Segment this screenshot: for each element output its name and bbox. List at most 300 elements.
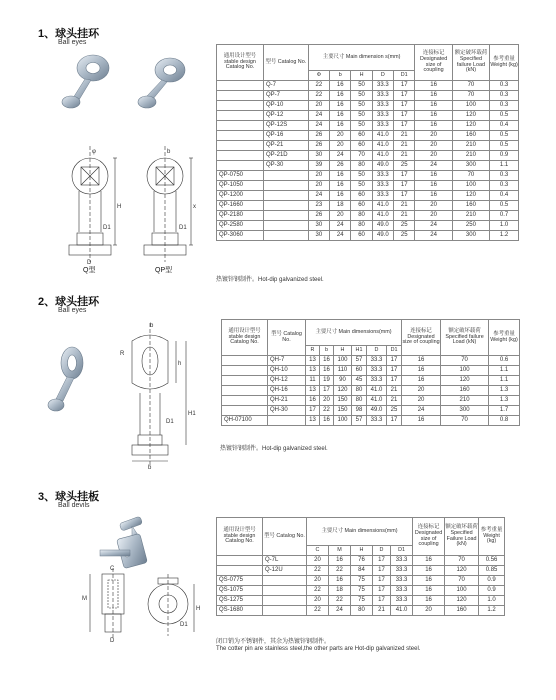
table-row xyxy=(217,586,505,596)
table-cell: 80 xyxy=(351,211,372,221)
table-cell: 1.1 xyxy=(490,161,519,171)
col-catalog-header: 型号 Catalog No. xyxy=(263,518,307,556)
table-cell: 26 xyxy=(330,161,351,171)
table-cell: 100 xyxy=(334,356,352,366)
table-cell: 1.2 xyxy=(479,606,505,616)
table-cell: 60 xyxy=(351,131,372,141)
table-cell: 16 xyxy=(330,171,351,181)
table-row xyxy=(217,91,519,101)
table-cell: QP-1200 xyxy=(217,191,264,201)
section-2-subtitle: Ball eyes xyxy=(58,307,87,314)
table-cell: 24 xyxy=(330,231,351,241)
table-cell: 120 xyxy=(445,566,479,576)
section-3-title: 3、球头挂板 xyxy=(38,491,100,503)
table-cell: 16 xyxy=(330,101,351,111)
table-cell xyxy=(217,131,264,141)
table-cell: 0.8 xyxy=(489,416,520,426)
table-cell: 57 xyxy=(352,416,367,426)
table-row xyxy=(217,141,519,151)
table-cell: 50 xyxy=(351,121,372,131)
table-cell: 16 xyxy=(329,576,351,586)
table-cell: 120 xyxy=(445,596,479,606)
table-cell xyxy=(263,201,308,211)
qp-dim-d1: D1 xyxy=(179,225,187,231)
table-row xyxy=(217,191,519,201)
table-cell: 0.3 xyxy=(490,101,519,111)
sub-header: D1 xyxy=(391,546,413,556)
table-cell: 1.3 xyxy=(489,396,520,406)
table-cell: 0.85 xyxy=(479,566,505,576)
table-cell: QP-21 xyxy=(263,141,308,151)
table-cell: 18 xyxy=(329,586,351,596)
table-row xyxy=(217,171,519,181)
table-row xyxy=(217,101,519,111)
table-cell: 17 xyxy=(394,171,415,181)
table-cell: 160 xyxy=(441,386,489,396)
table-cell: 30 xyxy=(308,221,329,231)
table-cell: QH-07100 xyxy=(222,416,268,426)
table-row xyxy=(217,596,505,606)
table-cell: 16 xyxy=(402,376,441,386)
table-cell: 30 xyxy=(308,151,329,161)
table-cell: 20 xyxy=(308,171,329,181)
table-cell: 22 xyxy=(308,81,329,91)
table-cell: 13 xyxy=(306,386,320,396)
table-cell: 120 xyxy=(452,121,489,131)
table-cell: 100 xyxy=(452,101,489,111)
table-cell: 50 xyxy=(351,101,372,111)
sub-header: C xyxy=(307,546,329,556)
table-cell: Q-7L xyxy=(263,556,307,566)
table-cell: 22 xyxy=(329,566,351,576)
table-cell: 50 xyxy=(351,91,372,101)
sub-header: D xyxy=(373,546,391,556)
table-cell: 210 xyxy=(452,151,489,161)
table-cell: 49.0 xyxy=(372,221,393,231)
table-cell xyxy=(217,151,264,161)
table-cell: QH-30 xyxy=(268,406,306,416)
col-main-dimensions-header: 主要尺寸 Main dimensions(mm) xyxy=(307,518,413,546)
sub-header: Φ xyxy=(308,71,329,81)
table-cell: 41.0 xyxy=(367,386,387,396)
table-cell: 33.3 xyxy=(367,366,387,376)
table-cell: 150 xyxy=(334,396,352,406)
table-cell: 16 xyxy=(330,191,351,201)
ball-eye-photo-right xyxy=(138,58,185,108)
table-cell: 22 xyxy=(329,596,351,606)
table-cell: 17 xyxy=(373,596,391,606)
ball-eye-figure-2 xyxy=(40,315,220,475)
table-cell: 33.3 xyxy=(372,81,393,91)
table-cell xyxy=(217,91,264,101)
table-row xyxy=(217,151,519,161)
table-cell: 16 xyxy=(413,596,445,606)
table-cell: 57 xyxy=(352,356,367,366)
table-cell: 26 xyxy=(308,131,329,141)
table-cell: 24 xyxy=(415,231,452,241)
table-cell: 33.3 xyxy=(372,101,393,111)
table-cell: 21 xyxy=(394,131,415,141)
table-cell: 100 xyxy=(441,366,489,376)
table-cell: 160 xyxy=(452,131,489,141)
qp-type-drawing xyxy=(144,146,193,262)
table-row xyxy=(222,386,520,396)
table-cell xyxy=(217,556,263,566)
ball-eye-2-photo xyxy=(48,347,83,411)
table-cell: 16 xyxy=(306,396,320,406)
table-cell: 0.7 xyxy=(490,211,519,221)
table-cell: 50 xyxy=(351,81,372,91)
table-cell: 80 xyxy=(351,161,372,171)
table-row xyxy=(217,576,505,586)
col-coupling-header: 连接标记 Designated size of coupling xyxy=(413,518,445,556)
table-cell: 20 xyxy=(330,211,351,221)
col-load-header: 额定破坏载荷 Specified Failure Load (kN) xyxy=(445,518,479,556)
table-cell: QP-12 xyxy=(263,111,308,121)
table-body xyxy=(222,356,520,426)
table-cell: 160 xyxy=(452,201,489,211)
table-cell: 17 xyxy=(387,366,402,376)
table-cell: 33.3 xyxy=(367,356,387,366)
sub-header: H xyxy=(334,346,352,356)
table-cell: 33.3 xyxy=(367,416,387,426)
q-dim-d: D xyxy=(87,260,92,266)
table-cell: 41.0 xyxy=(372,131,393,141)
table-cell: 17 xyxy=(387,356,402,366)
table-cell: 50 xyxy=(351,111,372,121)
table-cell: QH-7 xyxy=(268,356,306,366)
table-cell: 0.5 xyxy=(490,131,519,141)
table-cell: QH-10 xyxy=(268,366,306,376)
table-cell: 49.0 xyxy=(372,161,393,171)
table-cell xyxy=(263,191,308,201)
table-row xyxy=(217,606,505,616)
table-row xyxy=(217,111,519,121)
table-cell: 60 xyxy=(351,191,372,201)
table-cell: 20 xyxy=(307,556,329,566)
table-cell: 16 xyxy=(320,356,334,366)
table-row xyxy=(217,161,519,171)
table-cell: 1.7 xyxy=(489,406,520,416)
table-cell: 70 xyxy=(452,171,489,181)
table-cell: 17 xyxy=(394,81,415,91)
table-cell: 16 xyxy=(415,191,452,201)
table-row xyxy=(217,221,519,231)
sub-header: R xyxy=(306,346,320,356)
table-cell: 0.9 xyxy=(479,576,505,586)
section-2-note: 热镀锌钢制件。Hot-dip galvanized steel. xyxy=(220,446,328,452)
table-cell: QP-0750 xyxy=(217,171,264,181)
ball-clevis-figure xyxy=(60,508,220,648)
table-cell: QP-1660 xyxy=(217,201,264,211)
table-cell: 80 xyxy=(351,221,372,231)
table-cell: Q-12U xyxy=(263,566,307,576)
table-cell: 20 xyxy=(330,141,351,151)
qp-type-label: QP型 xyxy=(155,267,173,274)
table-cell: 25 xyxy=(394,161,415,171)
table-cell: 17 xyxy=(373,556,391,566)
table-cell: 1.0 xyxy=(490,221,519,231)
table-cell: 17 xyxy=(394,91,415,101)
table-row xyxy=(217,211,519,221)
section-1-note: 热镀锌钢制件。Hot-dip galvanized steel. xyxy=(216,277,324,283)
table-cell: 33.3 xyxy=(372,191,393,201)
table-cell: 41.0 xyxy=(367,396,387,406)
table-cell: 0.3 xyxy=(490,171,519,181)
table-cell: 21 xyxy=(394,151,415,161)
table-cell: 80 xyxy=(352,396,367,406)
table-cell: 22 xyxy=(307,606,329,616)
section-1-subtitle: Ball eyes xyxy=(58,39,87,46)
table-cell: 33.3 xyxy=(391,596,413,606)
table-cell: 70 xyxy=(452,91,489,101)
q-dim-d1: D1 xyxy=(103,225,111,231)
table-cell xyxy=(222,396,268,406)
table-cell: 16 xyxy=(402,356,441,366)
table-cell xyxy=(217,161,264,171)
qh-dim-bottom-b: b xyxy=(148,465,152,471)
table-row xyxy=(217,566,505,576)
table-cell: 60 xyxy=(352,366,367,376)
table-cell: 19 xyxy=(320,376,334,386)
table-cell: 120 xyxy=(334,386,352,396)
table-cell: 250 xyxy=(452,221,489,231)
table-cell: 100 xyxy=(445,586,479,596)
table-cell xyxy=(217,141,264,151)
table-cell: 70 xyxy=(441,416,489,426)
table-cell: 16 xyxy=(330,111,351,121)
table-cell: 22 xyxy=(320,406,334,416)
table-cell: QP-12S xyxy=(263,121,308,131)
section-3-note-en: The cotter pin are stainless steel,the other parts are Hot-dip galvanized steel. xyxy=(216,646,421,652)
table-cell: 26 xyxy=(308,141,329,151)
col-design-header: 通用设计型号 stable design Catalog No. xyxy=(222,320,268,356)
table-row xyxy=(222,406,520,416)
table-cell: 41.0 xyxy=(372,141,393,151)
table-cell: QP-21D xyxy=(263,151,308,161)
table-cell: 1.3 xyxy=(489,386,520,396)
table-cell: 0.3 xyxy=(490,91,519,101)
ball-eyes-spec-table-1 xyxy=(216,44,519,241)
sub-header: M xyxy=(329,546,351,556)
table-cell: 41.0 xyxy=(372,151,393,161)
table-cell: 17 xyxy=(387,376,402,386)
q-type-label: Q型 xyxy=(83,267,96,274)
table-cell: 22 xyxy=(307,566,329,576)
table-cell xyxy=(222,366,268,376)
table-cell: 30 xyxy=(308,231,329,241)
table-cell: 110 xyxy=(334,366,352,376)
table-cell: 20 xyxy=(415,151,452,161)
table-cell: 17 xyxy=(394,121,415,131)
table-cell: 17 xyxy=(320,386,334,396)
table-cell: 16 xyxy=(402,416,441,426)
table-cell xyxy=(268,416,306,426)
table-cell: 33.3 xyxy=(372,181,393,191)
table-cell: 20 xyxy=(415,141,452,151)
sub-header: H xyxy=(351,71,372,81)
qh-dim-d1: D1 xyxy=(166,419,174,425)
qh-dim-b: b xyxy=(150,323,154,329)
table-cell: QP-1050 xyxy=(217,181,264,191)
table-cell: 76 xyxy=(351,556,373,566)
table-cell: QP-7 xyxy=(263,91,308,101)
table-cell: QP-3060 xyxy=(217,231,264,241)
table-cell xyxy=(263,211,308,221)
qp-dim-b: b xyxy=(167,149,171,155)
table-cell: 0.3 xyxy=(490,81,519,91)
table-cell: 70 xyxy=(351,151,372,161)
table-cell: 150 xyxy=(334,406,352,416)
table-cell: 17 xyxy=(394,191,415,201)
table-cell: 17 xyxy=(394,181,415,191)
table-cell: 39 xyxy=(308,161,329,171)
table-cell: 45 xyxy=(352,376,367,386)
table-cell: 90 xyxy=(334,376,352,386)
table-cell: 120 xyxy=(452,191,489,201)
table-row xyxy=(222,366,520,376)
col-weight-header: 参考重量 Weight (kg) xyxy=(479,518,505,556)
section-2-title: 2、球头挂环 xyxy=(38,296,100,308)
table-cell: 41.0 xyxy=(391,606,413,616)
table-cell: 60 xyxy=(351,141,372,151)
table-cell: 23 xyxy=(308,201,329,211)
table-cell: 75 xyxy=(351,586,373,596)
q-type-drawing xyxy=(69,146,117,262)
table-cell: 17 xyxy=(373,576,391,586)
table-cell: 0.3 xyxy=(490,181,519,191)
table-cell: 16 xyxy=(415,91,452,101)
table-cell: 0.9 xyxy=(490,151,519,161)
table-cell: 120 xyxy=(441,376,489,386)
table-row xyxy=(217,81,519,91)
table-cell xyxy=(263,586,307,596)
table-cell: 17 xyxy=(373,566,391,576)
table-cell: 33.3 xyxy=(391,556,413,566)
table-cell: 22 xyxy=(307,586,329,596)
qs-dim-c: C xyxy=(110,566,115,572)
table-cell: QS-1075 xyxy=(217,586,263,596)
table-cell xyxy=(263,221,308,231)
table-cell: 20 xyxy=(307,576,329,586)
table-cell: 21 xyxy=(394,201,415,211)
table-row xyxy=(217,231,519,241)
table-cell: 16 xyxy=(329,556,351,566)
table-cell: 20 xyxy=(308,181,329,191)
qh-dim-h: h xyxy=(178,361,182,367)
table-cell: QH-16 xyxy=(268,386,306,396)
table-row xyxy=(217,181,519,191)
table-cell: 24 xyxy=(415,161,452,171)
table-cell: 20 xyxy=(415,131,452,141)
qh-dim-r: R xyxy=(120,351,125,357)
table-cell: 1.1 xyxy=(489,376,520,386)
table-cell: 21 xyxy=(387,396,402,406)
table-cell: 24 xyxy=(329,606,351,616)
table-cell: 33.3 xyxy=(367,376,387,386)
table-cell: 1.2 xyxy=(490,231,519,241)
table-cell: 16 xyxy=(415,181,452,191)
table-cell: QP-10 xyxy=(263,101,308,111)
col-coupling-header: 连接标记 Designated size of coupling xyxy=(402,320,441,356)
col-weight-header: 参考重量 Weight (kg) xyxy=(490,45,519,81)
table-cell: 50 xyxy=(351,181,372,191)
table-cell: 21 xyxy=(394,211,415,221)
table-cell xyxy=(222,356,268,366)
sub-header: D1 xyxy=(394,71,415,81)
table-cell: 210 xyxy=(441,396,489,406)
table-cell: 17 xyxy=(306,406,320,416)
col-load-header: 额定破坏载荷 Specified failure Load (kN) xyxy=(452,45,489,81)
table-cell: 98 xyxy=(352,406,367,416)
table-cell: 16 xyxy=(415,101,452,111)
table-cell: 21 xyxy=(373,606,391,616)
col-weight-header: 参考重量 Weight (kg) xyxy=(489,320,520,356)
col-coupling-header: 连接标记 Designated size of coupling xyxy=(415,45,452,81)
table-cell: 20 xyxy=(307,596,329,606)
table-cell: 16 xyxy=(402,366,441,376)
table-cell: 16 xyxy=(415,81,452,91)
table-cell: 24 xyxy=(308,121,329,131)
table-cell xyxy=(263,606,307,616)
table-cell: 33.3 xyxy=(372,121,393,131)
table-cell: 13 xyxy=(306,366,320,376)
table-row xyxy=(222,416,520,426)
table-cell xyxy=(263,171,308,181)
table-cell: 75 xyxy=(351,576,373,586)
table-cell: 17 xyxy=(394,111,415,121)
table-cell: QS-0775 xyxy=(217,576,263,586)
table-cell: 16 xyxy=(415,111,452,121)
table-cell: QS-1680 xyxy=(217,606,263,616)
table-cell: 24 xyxy=(308,191,329,201)
section-3-subtitle: Ball devils xyxy=(58,502,90,509)
table-cell: 300 xyxy=(452,161,489,171)
table-cell: 33.3 xyxy=(372,171,393,181)
table-cell: 0.9 xyxy=(479,586,505,596)
table-cell: 120 xyxy=(452,111,489,121)
table-cell: 11 xyxy=(306,376,320,386)
col-main-dimensions-header: 主要尺寸 Main dimension s(mm) xyxy=(308,45,415,71)
table-cell: 80 xyxy=(352,386,367,396)
table-cell: 17 xyxy=(387,416,402,426)
qs-type-drawing xyxy=(90,568,194,640)
table-cell: 16 xyxy=(415,121,452,131)
table-cell: QH-12 xyxy=(268,376,306,386)
table-cell: 16 xyxy=(330,91,351,101)
table-cell: 18 xyxy=(330,201,351,211)
table-cell: QP-16 xyxy=(263,131,308,141)
table-cell: 20 xyxy=(415,201,452,211)
table-cell: 17 xyxy=(394,101,415,111)
table-row xyxy=(217,121,519,131)
table-cell: 70 xyxy=(441,356,489,366)
table-cell: 16 xyxy=(330,181,351,191)
table-row xyxy=(222,396,520,406)
table-cell xyxy=(217,566,263,576)
table-cell: 20 xyxy=(320,396,334,406)
q-dim-h: H xyxy=(117,204,122,210)
table-cell: QH-21 xyxy=(268,396,306,406)
table-cell: 16 xyxy=(415,171,452,181)
table-body xyxy=(217,556,505,616)
col-catalog-header: 型号 Catalog No. xyxy=(268,320,306,356)
table-cell xyxy=(217,111,264,121)
sub-header: D xyxy=(372,71,393,81)
table-cell: 16 xyxy=(413,586,445,596)
section-3-note-cn: 闭口销为不锈钢件，其余为热镀锌钢制件。 xyxy=(216,639,331,645)
table-cell: 0.56 xyxy=(479,556,505,566)
